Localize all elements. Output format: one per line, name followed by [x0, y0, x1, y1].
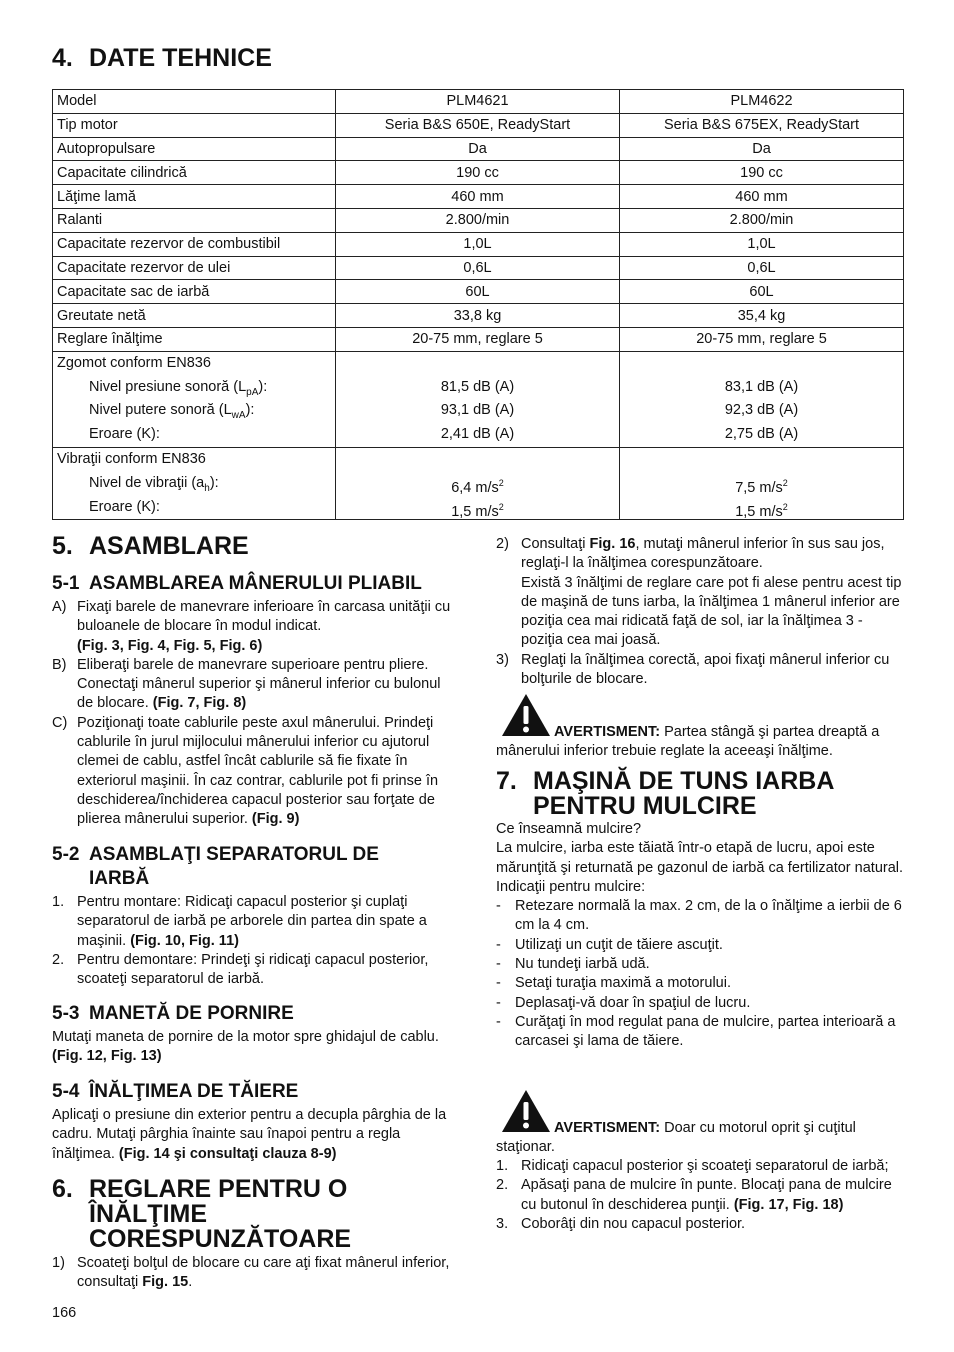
table-cell: Reglare înălţime — [53, 327, 336, 351]
list-item: 2. Pentru demontare: Prindeţi şi ridicaţi capacul posterior, scoateţi separatorul de iarbă. — [52, 951, 429, 988]
value: 81,5 dB (A) — [440, 378, 515, 395]
hints-heading: Indicaţii pentru mulcire: — [496, 878, 646, 895]
section-6-heading — [52, 1177, 351, 1252]
table-cell: 0,6L — [620, 256, 904, 280]
value: 2,75 dB (A) — [724, 426, 799, 443]
warning-text-6: AVERTISMENT: Partea stângă şi partea dreaptă a mânerului inferior trebuie reglate la aceeaşi înălţime. — [496, 724, 880, 760]
noise-pressure-label: Nivel presiune sonoră $(L_{pA})$: — [89, 378, 268, 398]
table-row-noise — [53, 351, 904, 447]
table-row — [53, 256, 904, 280]
table-cell: 190 cc — [620, 161, 904, 185]
table-cell: Tip motor — [53, 113, 336, 137]
list-item: 2. Apăsaţi pana de mulcire în punte. Blocaţi pana de mulcire cu butonul în deschiderea punţii. (Fig. 17, Fig. 18) — [496, 1177, 892, 1213]
value: 93,1 dB (A) — [440, 402, 515, 419]
table-row — [53, 280, 904, 304]
subsection-number: 5-2 — [52, 844, 80, 865]
table-cell: PLM4621 — [336, 90, 620, 114]
paragraph: La mulcire, iarba este tăiată într-o etapă de lucru, apoi este mărunţită şi returnată pe gazonul de iarbă ca fertilizator natural. — [496, 840, 904, 876]
subsection-title: ASAMBLAREA MÂNERULUI PLIABIL — [89, 573, 422, 594]
section-title-cont: CORESPUNZĂTOARE — [89, 1225, 352, 1253]
list-item: 3) Reglaţi la înălţimea corectă, apoi fixaţi mânerul inferior cu bolţurile de blocare. — [496, 651, 890, 688]
subsection-title-cont: IARBĂ — [89, 868, 150, 889]
list-item: 2) Consultaţi Fig. 16, mutaţi mânerul inferior în sus sau jos, reglaţi-l la înălţimea corespunzătoare. Există 3 înălţimi de reglare care pot fi alese pentru acest tip de maşină de tuns iarba, la înălţimea 1 mânerul inferior are poziţia cea mai ridicată faţă de sol, iar la înălţimea 3 - poziţia cea mai joasă. — [496, 536, 902, 649]
warning-text-7: AVERTISMENT: Doar cu motorul oprit şi cuţitul staţionar. — [496, 1120, 856, 1156]
table-cell: Greutate netă — [53, 304, 336, 328]
list-item: A) Fixaţi barele de manevrare inferioare în carcasa unităţii cu buloanele de blocare în modul indicat. (Fig. 3, Fig. 4, Fig. 5, Fig. 6) — [52, 599, 451, 654]
subsection-5-3-heading — [52, 1002, 294, 1026]
vibration-error-label: Eroare (K): — [89, 498, 160, 515]
subsection-number: 5-4 — [52, 1081, 80, 1102]
section-title-cont: PENTRU MULCIRE — [533, 792, 757, 820]
table-row — [53, 327, 904, 351]
table-cell: 33,8 kg — [336, 304, 620, 328]
table-cell: Seria B&S 650E, ReadyStart — [336, 113, 620, 137]
table-cell: 0,6L — [336, 256, 620, 280]
vibration-level-label: Nivel de vibraţii $(a_h)$: — [89, 474, 219, 494]
section-7-steps — [496, 1157, 904, 1234]
subsection-title: ÎNĂLŢIMEA DE TĂIERE — [89, 1081, 299, 1102]
table-cell: Autopropulsare — [53, 137, 336, 161]
section-5-heading — [52, 534, 249, 559]
vibration-title: Vibraţii conform EN836 — [57, 450, 206, 467]
section-4-heading — [52, 46, 272, 71]
section-title: MAŞINĂ DE TUNS IARBA — [533, 767, 835, 795]
section-7-body — [496, 820, 904, 1052]
list-item: B) Eliberaţi barele de manevrare superioare pentru pliere. Conectaţi mânerul superior şi mânerul inferior cu bulonul de blocare. (Fig. 7, Fig. 8) — [52, 656, 441, 712]
table-cell — [53, 447, 336, 519]
value: 6,4 $m/s^2$ — [451, 477, 504, 496]
table-cell: Model — [53, 90, 336, 114]
section-number: 6. — [52, 1175, 73, 1203]
list-item: 1. Ridicaţi capacul posterior şi scoateţi separatorul de iarbă; — [496, 1158, 889, 1174]
table-cell: Da — [620, 137, 904, 161]
section-title: DATE TEHNICE — [89, 44, 272, 72]
table-cell: PLM4622 — [620, 90, 904, 114]
table-cell: Ralanti — [53, 208, 336, 232]
table-cell: 2.800/min — [336, 208, 620, 232]
table-cell: 20-75 mm, reglare 5 — [336, 327, 620, 351]
section-number: 5. — [52, 532, 73, 560]
noise-title: Zgomot conform EN836 — [57, 354, 211, 371]
section-title: REGLARE PENTRU O — [89, 1175, 348, 1203]
table-row — [53, 185, 904, 209]
list-item: 1) Scoateţi bolţul de blocare cu care aţi fixat mânerul inferior, consultaţi Fig. 15. — [52, 1255, 450, 1291]
list-item: - Deplasaţi-vă doar în spaţiul de lucru. — [496, 994, 751, 1011]
subsection-5-1-body — [52, 598, 454, 830]
table-cell: Seria B&S 675EX, ReadyStart — [620, 113, 904, 137]
table-cell: Capacitate rezervor de ulei — [53, 256, 336, 280]
table-cell — [620, 447, 904, 519]
table-cell: Lăţime lamă — [53, 185, 336, 209]
table-cell: Capacitate rezervor de combustibil — [53, 232, 336, 256]
table-cell: 1,0L — [336, 232, 620, 256]
table-cell: 60L — [620, 280, 904, 304]
table-header-row — [53, 90, 904, 114]
section-title: ASAMBLARE — [89, 532, 249, 560]
table-row — [53, 304, 904, 328]
table-cell — [336, 447, 620, 519]
subsection-5-4-body: Aplicaţi o presiune din exterior pentru a decupla pârghia de la cadru. Mutaţi pârghia înainte sau înapoi pentru a regla înălţimea. (Fig. 14 şi consultaţi clauza 8-9) — [52, 1107, 447, 1162]
section-6-body-right — [496, 535, 904, 689]
table-row — [53, 232, 904, 256]
value: 92,3 dB (A) — [724, 402, 799, 419]
question: Ce înseamnă mulcire? — [496, 821, 642, 837]
list-item: - Retezare normală la max. 2 cm, de la o înălţime a ierbii de 6 cm la 4 cm. — [496, 898, 902, 934]
section-number: 7. — [496, 767, 517, 795]
list-item: 1. Pentru montare: Ridicaţi capacul posterior şi cuplaţi separatorul de iarbă pe arborele din partea din spate a maşinii. (Fig. 10, Fig. 11) — [52, 894, 427, 949]
table-cell: 60L — [336, 280, 620, 304]
value: 7,5 $m/s^2$ — [735, 477, 788, 496]
table-row — [53, 208, 904, 232]
subsection-title: ASAMBLAŢI SEPARATORUL DE — [89, 844, 379, 865]
value: 83,1 dB (A) — [724, 378, 799, 395]
table-cell: 460 mm — [620, 185, 904, 209]
subsection-5-3-body: Mutaţi maneta de pornire de la motor spre ghidajul de cablu. (Fig. 12, Fig. 13) — [52, 1029, 439, 1065]
page-number: 166 — [52, 1305, 77, 1321]
noise-error-label: Eroare (K): — [89, 426, 160, 443]
table-row — [53, 137, 904, 161]
table-cell: 1,0L — [620, 232, 904, 256]
section-6-body-left — [52, 1254, 454, 1293]
value: 2,41 dB (A) — [440, 426, 515, 443]
list-item: 3. Coborâţi din nou capacul posterior. — [496, 1215, 746, 1232]
table-row-vibration — [53, 447, 904, 519]
subsection-5-4-heading — [52, 1080, 298, 1104]
subsection-number: 5-1 — [52, 573, 80, 594]
subsection-5-2-heading — [52, 843, 379, 891]
table-cell: Capacitate cilindrică — [53, 161, 336, 185]
list-item: - Utilizaţi un cuţit de tăiere ascuţit. — [496, 936, 723, 953]
table-cell: 35,4 kg — [620, 304, 904, 328]
list-item: C) Poziţionaţi toate cablurile peste axul mânerului. Prindeţi cablurile în jurul mijlocului mânerului inferior cu ajutorul clemei de cablu, astfel încât cablurile să fie fixate în exteriorul maşinii. În caz contrar, cablurile pot fi prinse în deschiderea/închiderea capacul posterior sau forţate de plierea mânerului superior. (Fig. 9) — [52, 714, 439, 828]
table-cell: 2.800/min — [620, 208, 904, 232]
table-cell: 190 cc — [336, 161, 620, 185]
value: 1,5 $m/s^2$ — [735, 501, 788, 520]
subsection-5-1-heading — [52, 572, 422, 596]
subsection-title: MANETĂ DE PORNIRE — [89, 1003, 294, 1024]
table-row — [53, 161, 904, 185]
table-row — [53, 113, 904, 137]
value: 1,5 $m/s^2$ — [451, 501, 504, 520]
table-cell: Capacitate sac de iarbă — [53, 280, 336, 304]
list-item: - Setaţi turaţia maximă a motorului. — [496, 975, 731, 992]
subsection-5-2-body — [52, 893, 454, 989]
table-cell — [53, 351, 336, 447]
table-cell: 20-75 mm, reglare 5 — [620, 327, 904, 351]
section-7-heading — [496, 769, 834, 819]
noise-power-label: Nivel putere sonoră $(L_{wA})$: — [89, 402, 255, 422]
table-cell: Da — [336, 137, 620, 161]
spec-table — [52, 89, 904, 520]
list-item: - Curăţaţi în mod regulat pana de mulcire, partea interioară a carcasei şi lama de tăiere. — [496, 1013, 896, 1050]
table-cell — [336, 351, 620, 447]
section-number: 4. — [52, 44, 73, 72]
table-cell: 460 mm — [336, 185, 620, 209]
list-item: - Nu tundeţi iarbă udă. — [496, 956, 650, 973]
subsection-number: 5-3 — [52, 1003, 80, 1024]
table-cell — [620, 351, 904, 447]
section-title-cont: ÎNĂLŢIME — [89, 1200, 208, 1228]
